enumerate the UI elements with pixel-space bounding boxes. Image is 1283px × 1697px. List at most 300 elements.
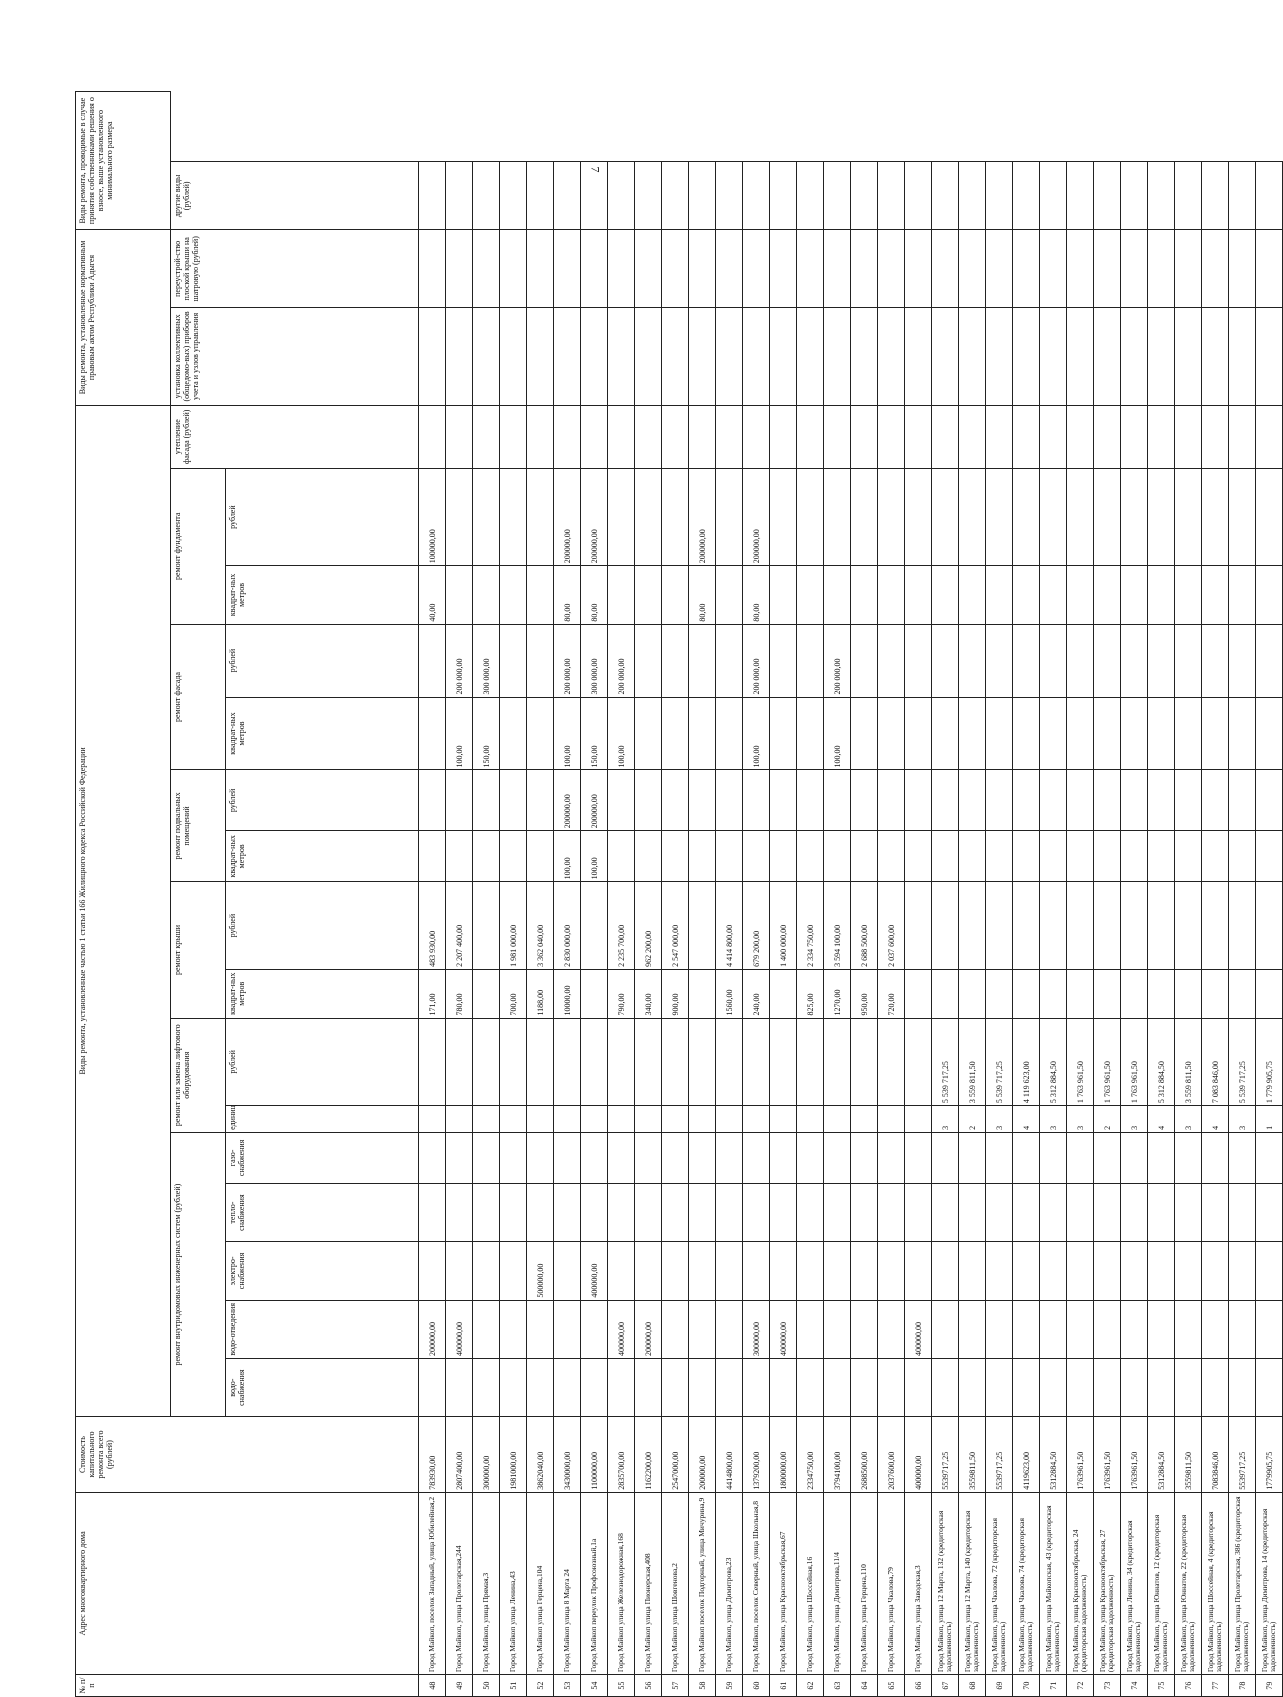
insulation-cell <box>1202 405 1229 468</box>
insulation-cell <box>689 405 716 468</box>
flat-roof-cell <box>419 230 446 308</box>
insulation-cell <box>635 405 662 468</box>
foundation-sqm-cell <box>1229 566 1256 624</box>
basement-sqm-cell <box>1121 831 1148 882</box>
water-drain-cell: 200000,00 <box>419 1300 446 1358</box>
lift-units-cell <box>473 1106 500 1133</box>
lift-units-cell: 3 <box>932 1106 959 1133</box>
row-number: 69 <box>986 1675 1013 1697</box>
row-total: 1981000,00 <box>500 1417 527 1492</box>
facade-sqm-cell <box>1013 697 1040 770</box>
header-address: Адрес многоквартирного дома <box>76 1492 419 1674</box>
row-number: 50 <box>473 1675 500 1697</box>
facade-sqm-cell <box>1094 697 1121 770</box>
row-total: 1763961,50 <box>1094 1417 1121 1492</box>
row-total: 1800000,00 <box>770 1417 797 1492</box>
header-basement-rub: рублей <box>226 770 419 831</box>
row-number: 75 <box>1148 1675 1175 1697</box>
insulation-cell <box>662 405 689 468</box>
row-address: Город Майкоп улица Герцена,104 <box>527 1492 554 1674</box>
flat-roof-cell <box>1121 230 1148 308</box>
heat-cell <box>1148 1183 1175 1241</box>
row-address: Город Майкоп, улица Чкалова, 74 (кредиторская задолженность) <box>1013 1492 1040 1674</box>
lift-rub-cell <box>473 1018 500 1106</box>
header-total: Стоимость капитального ремонта всего (рублей) <box>76 1417 419 1492</box>
water-drain-cell <box>1175 1300 1202 1358</box>
gas-cell <box>1067 1132 1094 1183</box>
basement-rub-cell <box>797 770 824 831</box>
water-drain-cell <box>878 1300 905 1358</box>
row-total: 2334750,00 <box>797 1417 824 1492</box>
meters-cell <box>770 308 797 405</box>
electric-cell <box>1121 1242 1148 1300</box>
facade-rub-cell: 200 000,00 <box>743 624 770 697</box>
other-cell <box>851 162 878 230</box>
insulation-cell <box>1094 405 1121 468</box>
water-drain-cell <box>824 1300 851 1358</box>
lift-rub-cell <box>581 1018 608 1106</box>
basement-sqm-cell <box>905 831 932 882</box>
water-drain-cell: 400000,00 <box>905 1300 932 1358</box>
basement-sqm-cell <box>986 831 1013 882</box>
facade-rub-cell <box>1175 624 1202 697</box>
header-eng-water-drain: водо-отведения <box>226 1300 419 1358</box>
row-total: 2688500,00 <box>851 1417 878 1492</box>
header-eng-gas: газо-снабжения <box>226 1132 419 1183</box>
roof-rub-cell <box>1175 882 1202 970</box>
facade-rub-cell: 200 000,00 <box>608 624 635 697</box>
table-row <box>824 43 851 1697</box>
header-group-adygea: Виды ремонта, установленные нормативным правовым актом Республики Адыгея <box>76 230 171 405</box>
foundation-sqm-cell <box>1067 566 1094 624</box>
basement-rub-cell <box>1094 770 1121 831</box>
meters-cell <box>932 308 959 405</box>
row-address: Город Майкоп, улица 12 Марта, 132 (кредиторская задолженность) <box>932 1492 959 1674</box>
roof-rub-cell: 2 547 000,00 <box>662 882 689 970</box>
foundation-sqm-cell <box>446 566 473 624</box>
water-supply-cell <box>527 1358 554 1416</box>
insulation-cell <box>581 405 608 468</box>
water-supply-cell <box>878 1358 905 1416</box>
flat-roof-cell <box>1067 230 1094 308</box>
insulation-cell <box>500 405 527 468</box>
water-supply-cell <box>581 1358 608 1416</box>
other-cell <box>500 162 527 230</box>
row-total: 3794100,00 <box>824 1417 851 1492</box>
row-number: 63 <box>824 1675 851 1697</box>
gas-cell <box>689 1132 716 1183</box>
basement-rub-cell <box>1202 770 1229 831</box>
foundation-rub-cell <box>527 468 554 565</box>
row-total: 1379200,00 <box>743 1417 770 1492</box>
basement-sqm-cell <box>662 831 689 882</box>
insulation-cell <box>1040 405 1067 468</box>
row-address: Город Майкоп, улица Ленина, 34 (кредиторская задолженность) <box>1121 1492 1148 1674</box>
row-number: 73 <box>1094 1675 1121 1697</box>
water-supply-cell <box>1040 1358 1067 1416</box>
gas-cell <box>662 1132 689 1183</box>
row-address: Город Майкоп улица Ленина,43 <box>500 1492 527 1674</box>
water-drain-cell <box>932 1300 959 1358</box>
header-eng-water-supply: водо-снабжения <box>226 1358 419 1416</box>
insulation-cell <box>446 405 473 468</box>
basement-sqm-cell <box>878 831 905 882</box>
row-address: Город Майкоп, улица Шоссейная, 4 (кредиторская задолженность) <box>1202 1492 1229 1674</box>
row-number: 48 <box>419 1675 446 1697</box>
gas-cell <box>1148 1132 1175 1183</box>
foundation-rub-cell: 200000,00 <box>554 468 581 565</box>
foundation-sqm-cell <box>770 566 797 624</box>
flat-roof-cell <box>1202 230 1229 308</box>
foundation-sqm-cell <box>1202 566 1229 624</box>
flat-roof-cell <box>635 230 662 308</box>
roof-rub-cell <box>1148 882 1175 970</box>
foundation-rub-cell <box>1121 468 1148 565</box>
roof-rub-cell <box>473 882 500 970</box>
lift-rub-cell: 5 312 884,50 <box>1148 1018 1175 1106</box>
heat-cell <box>608 1183 635 1241</box>
water-drain-cell <box>986 1300 1013 1358</box>
roof-sqm-cell: 720,00 <box>878 969 905 1018</box>
meters-cell <box>959 308 986 405</box>
meters-cell <box>689 308 716 405</box>
foundation-rub-cell <box>1148 468 1175 565</box>
header-foundation-sqm: квадрат-ных метров <box>226 566 419 624</box>
gas-cell <box>986 1132 1013 1183</box>
lift-rub-cell <box>635 1018 662 1106</box>
meters-cell <box>419 308 446 405</box>
lift-units-cell <box>878 1106 905 1133</box>
flat-roof-cell <box>689 230 716 308</box>
heat-cell <box>1094 1183 1121 1241</box>
heat-cell <box>554 1183 581 1241</box>
lift-rub-cell: 5 539 717,25 <box>986 1018 1013 1106</box>
flat-roof-cell <box>743 230 770 308</box>
lift-units-cell: 3 <box>1067 1106 1094 1133</box>
other-cell <box>1148 162 1175 230</box>
electric-cell <box>446 1242 473 1300</box>
roof-sqm-cell <box>1013 969 1040 1018</box>
row-number: 64 <box>851 1675 878 1697</box>
water-supply-cell <box>1013 1358 1040 1416</box>
foundation-rub-cell <box>1067 468 1094 565</box>
repair-plan-table <box>75 42 1283 1697</box>
gas-cell <box>527 1132 554 1183</box>
row-total: 7083846,00 <box>1202 1417 1229 1492</box>
foundation-rub-cell <box>446 468 473 565</box>
basement-rub-cell <box>527 770 554 831</box>
electric-cell <box>473 1242 500 1300</box>
roof-rub-cell <box>1067 882 1094 970</box>
lift-rub-cell: 7 083 846,00 <box>1202 1018 1229 1106</box>
heat-cell <box>932 1183 959 1241</box>
row-total: 1763961,50 <box>1121 1417 1148 1492</box>
gas-cell <box>581 1132 608 1183</box>
water-drain-cell <box>797 1300 824 1358</box>
lift-rub-cell <box>824 1018 851 1106</box>
row-address: Город Майкоп, улица Димитрова,11/4 <box>824 1492 851 1674</box>
water-drain-cell <box>1256 1300 1283 1358</box>
row-total: 1779905,75 <box>1256 1417 1283 1492</box>
insulation-cell <box>959 405 986 468</box>
header-flat-roof: переустрой-ство плоской крыши на шатровую (рублей) <box>171 230 419 308</box>
table-row <box>1040 43 1067 1697</box>
flat-roof-cell <box>770 230 797 308</box>
lift-units-cell: 3 <box>1229 1106 1256 1133</box>
basement-sqm-cell <box>1175 831 1202 882</box>
flat-roof-cell <box>1256 230 1283 308</box>
table-body <box>419 43 1283 1697</box>
electric-cell <box>851 1242 878 1300</box>
header-facade-sqm: квадрат-ных метров <box>226 697 419 770</box>
basement-sqm-cell <box>824 831 851 882</box>
heat-cell <box>662 1183 689 1241</box>
facade-sqm-cell <box>689 697 716 770</box>
roof-sqm-cell <box>1175 969 1202 1018</box>
roof-sqm-cell <box>986 969 1013 1018</box>
water-drain-cell <box>662 1300 689 1358</box>
basement-rub-cell <box>662 770 689 831</box>
flat-roof-cell <box>527 230 554 308</box>
heat-cell <box>419 1183 446 1241</box>
lift-units-cell <box>905 1106 932 1133</box>
foundation-sqm-cell: 80,00 <box>554 566 581 624</box>
heat-cell <box>878 1183 905 1241</box>
basement-rub-cell: 200000,00 <box>581 770 608 831</box>
heat-cell <box>1040 1183 1067 1241</box>
facade-sqm-cell <box>716 697 743 770</box>
foundation-rub-cell <box>824 468 851 565</box>
row-number: 58 <box>689 1675 716 1697</box>
lift-rub-cell: 5 539 717,25 <box>932 1018 959 1106</box>
roof-sqm-cell <box>1202 969 1229 1018</box>
water-supply-cell <box>635 1358 662 1416</box>
rotated-page <box>75 42 1277 1697</box>
electric-cell <box>1229 1242 1256 1300</box>
electric-cell <box>500 1242 527 1300</box>
water-supply-cell <box>743 1358 770 1416</box>
flat-roof-cell <box>716 230 743 308</box>
lift-units-cell: 2 <box>959 1106 986 1133</box>
basement-rub-cell: 200000,00 <box>554 770 581 831</box>
foundation-sqm-cell <box>824 566 851 624</box>
table-row <box>689 43 716 1697</box>
table-row <box>662 43 689 1697</box>
water-drain-cell <box>527 1300 554 1358</box>
meters-cell <box>743 308 770 405</box>
gas-cell <box>1202 1132 1229 1183</box>
facade-rub-cell: 200 000,00 <box>554 624 581 697</box>
header-engineering: ремонт внутридомовых инженерных систем (рублей) <box>171 1132 226 1417</box>
other-cell <box>743 162 770 230</box>
foundation-rub-cell <box>797 468 824 565</box>
flat-roof-cell <box>959 230 986 308</box>
other-cell <box>1040 162 1067 230</box>
row-total: 783930,00 <box>419 1417 446 1492</box>
electric-cell <box>419 1242 446 1300</box>
roof-sqm-cell <box>1256 969 1283 1018</box>
water-drain-cell <box>1202 1300 1229 1358</box>
insulation-cell <box>824 405 851 468</box>
heat-cell <box>770 1183 797 1241</box>
foundation-rub-cell <box>473 468 500 565</box>
lift-units-cell <box>554 1106 581 1133</box>
other-cell <box>581 162 608 230</box>
roof-sqm-cell <box>932 969 959 1018</box>
other-cell <box>1229 162 1256 230</box>
facade-rub-cell <box>635 624 662 697</box>
roof-rub-cell: 1 400 000,00 <box>770 882 797 970</box>
gas-cell <box>1256 1132 1283 1183</box>
facade-sqm-cell <box>797 697 824 770</box>
flat-roof-cell <box>554 230 581 308</box>
facade-rub-cell: 200 000,00 <box>446 624 473 697</box>
header-facade: ремонт фасада <box>171 624 226 770</box>
electric-cell <box>824 1242 851 1300</box>
row-total: 400000,00 <box>905 1417 932 1492</box>
table-row <box>770 43 797 1697</box>
electric-cell <box>770 1242 797 1300</box>
gas-cell <box>932 1132 959 1183</box>
foundation-rub-cell <box>716 468 743 565</box>
header-basement: ремонт подвальных помещений <box>171 770 226 882</box>
foundation-sqm-cell <box>527 566 554 624</box>
header-lift-rub: рублей <box>226 1018 419 1106</box>
water-supply-cell <box>1067 1358 1094 1416</box>
roof-rub-cell <box>959 882 986 970</box>
table-row <box>608 43 635 1697</box>
facade-rub-cell: 300 000,00 <box>473 624 500 697</box>
table-row <box>581 43 608 1697</box>
electric-cell: 400000,00 <box>581 1242 608 1300</box>
basement-sqm-cell <box>1040 831 1067 882</box>
foundation-rub-cell <box>986 468 1013 565</box>
basement-rub-cell <box>419 770 446 831</box>
table-row <box>986 43 1013 1697</box>
other-cell <box>716 162 743 230</box>
table-row <box>473 43 500 1697</box>
meters-cell <box>662 308 689 405</box>
table-row <box>500 43 527 1697</box>
roof-sqm-cell <box>581 969 608 1018</box>
facade-sqm-cell <box>527 697 554 770</box>
lift-units-cell <box>716 1106 743 1133</box>
other-cell <box>635 162 662 230</box>
roof-rub-cell <box>1229 882 1256 970</box>
meters-cell <box>554 308 581 405</box>
basement-sqm-cell <box>1067 831 1094 882</box>
insulation-cell <box>932 405 959 468</box>
facade-rub-cell <box>1013 624 1040 697</box>
basement-sqm-cell <box>1256 831 1283 882</box>
water-supply-cell <box>1121 1358 1148 1416</box>
header-roof-sqm: квадрат-ных метров <box>226 969 419 1018</box>
facade-sqm-cell <box>959 697 986 770</box>
header-foundation: ремонт фундамента <box>171 468 226 624</box>
row-number: 79 <box>1256 1675 1283 1697</box>
foundation-sqm-cell <box>635 566 662 624</box>
electric-cell <box>743 1242 770 1300</box>
roof-sqm-cell: 240,00 <box>743 969 770 1018</box>
lift-rub-cell <box>743 1018 770 1106</box>
roof-rub-cell: 1 981 000,00 <box>500 882 527 970</box>
facade-rub-cell <box>959 624 986 697</box>
insulation-cell <box>1067 405 1094 468</box>
gas-cell <box>716 1132 743 1183</box>
row-number: 67 <box>932 1675 959 1697</box>
basement-rub-cell <box>1067 770 1094 831</box>
lift-rub-cell: 1 763 961,50 <box>1067 1018 1094 1106</box>
row-total: 4119623,00 <box>1013 1417 1040 1492</box>
heat-cell <box>986 1183 1013 1241</box>
lift-units-cell <box>662 1106 689 1133</box>
facade-sqm-cell: 100,00 <box>608 697 635 770</box>
electric-cell <box>1067 1242 1094 1300</box>
lift-rub-cell: 1 779 905,75 <box>1256 1018 1283 1106</box>
water-drain-cell <box>1013 1300 1040 1358</box>
row-number: 74 <box>1121 1675 1148 1697</box>
basement-rub-cell <box>1148 770 1175 831</box>
roof-rub-cell: 962 200,00 <box>635 882 662 970</box>
lift-units-cell <box>689 1106 716 1133</box>
lift-units-cell <box>527 1106 554 1133</box>
table-row <box>905 43 932 1697</box>
water-drain-cell <box>473 1300 500 1358</box>
roof-rub-cell: 2 037 600,00 <box>878 882 905 970</box>
foundation-sqm-cell <box>959 566 986 624</box>
facade-sqm-cell <box>500 697 527 770</box>
row-number: 56 <box>635 1675 662 1697</box>
water-drain-cell <box>500 1300 527 1358</box>
foundation-sqm-cell: 80,00 <box>689 566 716 624</box>
facade-rub-cell <box>905 624 932 697</box>
gas-cell <box>743 1132 770 1183</box>
facade-sqm-cell: 100,00 <box>446 697 473 770</box>
lift-rub-cell: 3 559 811,50 <box>959 1018 986 1106</box>
lift-rub-cell <box>905 1018 932 1106</box>
row-total: 1100000,00 <box>581 1417 608 1492</box>
lift-rub-cell <box>878 1018 905 1106</box>
table-row <box>1229 43 1256 1697</box>
basement-sqm-cell <box>959 831 986 882</box>
facade-rub-cell <box>770 624 797 697</box>
row-address: Город Майкоп, улица Димитрова, 14 (кредиторская задолженность) <box>1256 1492 1283 1674</box>
roof-sqm-cell: 10000,00 <box>554 969 581 1018</box>
header-roof: ремонт крыши <box>171 882 226 1018</box>
foundation-sqm-cell <box>905 566 932 624</box>
foundation-sqm-cell: 80,00 <box>581 566 608 624</box>
row-address: Город Майкоп, улица Краснооктябрьская, 24 (кредиторская задолженность) <box>1067 1492 1094 1674</box>
other-cell <box>1067 162 1094 230</box>
heat-cell <box>500 1183 527 1241</box>
facade-sqm-cell: 100,00 <box>743 697 770 770</box>
basement-rub-cell <box>824 770 851 831</box>
roof-rub-cell <box>1121 882 1148 970</box>
foundation-sqm-cell <box>1094 566 1121 624</box>
basement-rub-cell <box>1175 770 1202 831</box>
gas-cell <box>1013 1132 1040 1183</box>
flat-roof-cell <box>986 230 1013 308</box>
basement-sqm-cell <box>1148 831 1175 882</box>
water-drain-cell: 300000,00 <box>743 1300 770 1358</box>
row-number: 76 <box>1175 1675 1202 1697</box>
lift-rub-cell <box>419 1018 446 1106</box>
basement-sqm-cell <box>527 831 554 882</box>
water-drain-cell <box>1148 1300 1175 1358</box>
roof-rub-cell <box>1202 882 1229 970</box>
facade-rub-cell: 200 000,00 <box>824 624 851 697</box>
flat-roof-cell <box>1094 230 1121 308</box>
